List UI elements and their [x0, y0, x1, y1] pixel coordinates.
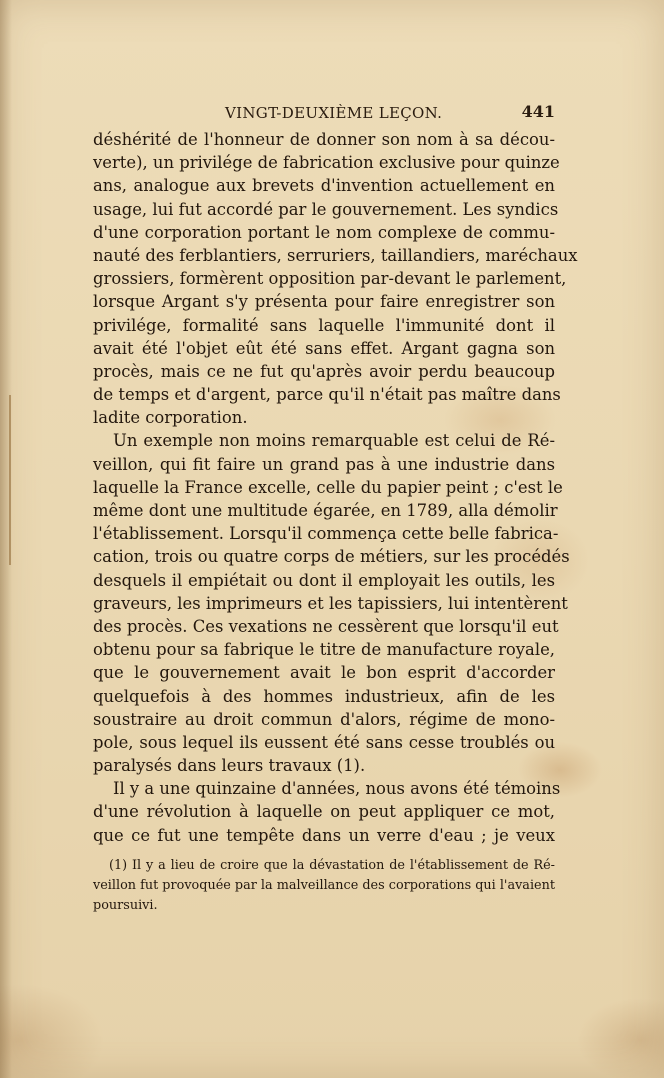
text-line: Il y a une quinzaine d'années, nous avons été témoins — [113, 779, 561, 799]
text-line: d'une révolution à laquelle on peut appliquer ce mot, — [93, 802, 555, 822]
footnote — [93, 856, 555, 916]
text-line: nauté des ferblantiers, serruriers, taillandiers, maréchaux — [93, 245, 578, 265]
text-line: procès, mais ce ne fut qu'après avoir perdu beaucoup — [93, 361, 555, 381]
running-title: VINGT-DEUXIÈME LEÇON. — [225, 104, 443, 122]
text-line: privilége, formalité sans laquelle l'immunité dont il — [93, 315, 555, 335]
body-text — [93, 128, 578, 847]
text-line: des procès. Ces vexations ne cessèrent que lorsqu'il eut — [93, 616, 559, 636]
text-line: paralysés dans leurs travaux (1). — [93, 756, 366, 776]
text-line: pole, sous lequel ils eussent été sans cesse troublés ou — [93, 732, 555, 752]
text-line: verte), un privilége de fabrication exclusive pour quinze — [93, 153, 560, 173]
text-line: quelquefois à des hommes industrieux, afin de les — [93, 686, 555, 706]
text-line: même dont une multitude égarée, en 1789, alla démolir — [93, 501, 558, 520]
text-line: grossiers, formèrent opposition par-devant le parlement, — [93, 269, 567, 289]
text-line: Un exemple non moins remarquable est celui de Ré- — [113, 431, 555, 451]
text-line: laquelle la France excelle, celle du papier peint ; c'est le — [93, 477, 563, 497]
text-line: de temps et d'argent, parce qu'il n'était pas maître dans — [93, 385, 561, 405]
text-line: lorsque Argant s'y présenta pour faire enregistrer son — [93, 292, 555, 312]
text-line: d'une corporation portant le nom complexe de commu- — [93, 222, 555, 242]
footnote-line: poursuivi. — [93, 898, 158, 913]
text-line: l'établissement. Lorsqu'il commença cette belle fabrica- — [93, 524, 559, 544]
text-line: graveurs, les imprimeurs et les tapissiers, lui intentèrent — [93, 593, 568, 613]
text-line: ans, analogue aux brevets d'invention actuellement en — [93, 176, 555, 196]
text-line: cation, trois ou quatre corps de métiers, sur les procédés — [93, 547, 570, 567]
margin-mark — [9, 395, 11, 565]
text-line: déshérité de l'honneur de donner son nom à sa décou- — [93, 130, 555, 149]
text-line: obtenu pour sa fabrique le titre de manufacture royale, — [93, 640, 555, 660]
text-line: que le gouvernement avait le bon esprit d'accorder — [93, 663, 555, 683]
text-line: avait été l'objet eût été sans effet. Argant gagna son — [93, 338, 555, 358]
footnote-line: veillon fut provoquée par la malveillance des corporations qui l'avaient — [93, 878, 555, 893]
text-line: soustraire au droit commun d'alors, régime de mono- — [93, 709, 555, 729]
text-line: veillon, qui fit faire un grand pas à une industrie dans — [93, 454, 555, 474]
text-line: desquels il empiétait ou dont il employait les outils, les — [93, 570, 555, 590]
text-line: ladite corporation. — [93, 408, 248, 428]
page-header — [95, 100, 555, 122]
text-line: usage, lui fut accordé par le gouvernement. Les syndics — [93, 199, 559, 219]
text-line: que ce fut une tempête dans un verre d'eau ; je veux — [93, 825, 555, 845]
page-number: 441 — [521, 102, 555, 121]
footnote-line: (1) Il y a lieu de croire que la dévastation de l'établissement de Ré- — [109, 858, 555, 873]
